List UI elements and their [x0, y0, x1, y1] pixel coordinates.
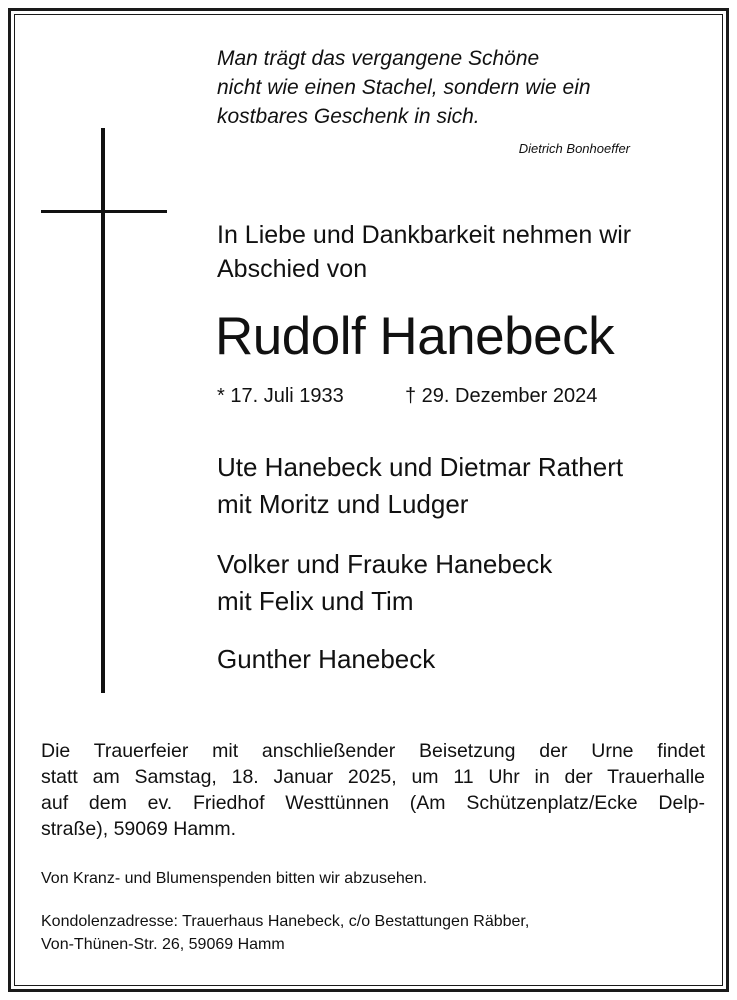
funeral-line: straße), 59069 Hamm.	[41, 818, 237, 840]
intro-line: Abschied von	[217, 255, 368, 283]
quote-author: Dietrich Bonhoeffer	[518, 141, 630, 156]
condolence-address	[41, 910, 705, 956]
funeral-line: auf dem ev. Friedhof Westtünnen (Am Schützenplatz/Ecke Delp-	[41, 792, 705, 814]
mourner-line: Ute Hanebeck und Dietmar Rathert	[217, 452, 624, 482]
mourner-group	[217, 641, 697, 678]
condolence-line: Von-Thünen-Str. 26, 59069 Hamm	[41, 936, 285, 953]
mourner-line: Gunther Hanebeck	[217, 644, 436, 674]
mourner-line: mit Moritz und Ludger	[217, 489, 469, 519]
quote-line: Man trägt das vergangene Schöne	[217, 47, 540, 70]
intro-line: In Liebe und Dankbarkeit nehmen wir	[217, 221, 632, 249]
quote-line: kostbares Geschenk in sich.	[217, 105, 480, 128]
birth-date: * 17. Juli 1933	[217, 385, 344, 407]
quote-line: nicht wie einen Stachel, sondern wie ein	[217, 76, 591, 99]
donation-note: Von Kranz- und Blumenspenden bitten wir abzusehen.	[41, 870, 428, 887]
mourner-group	[217, 449, 697, 523]
life-dates	[217, 383, 697, 409]
cross-icon-crossbar	[41, 210, 167, 213]
mourner-line: mit Felix und Tim	[217, 586, 414, 616]
funeral-line: statt am Samstag, 18. Januar 2025, um 11 Uhr in der Trauerhalle	[41, 766, 705, 788]
mourner-group	[217, 546, 697, 620]
quote	[217, 44, 687, 131]
condolence-line: Kondolenzadresse: Trauerhaus Hanebeck, c/o Bestattungen Räbber,	[41, 913, 530, 930]
funeral-line: Die Trauerfeier mit anschließender Beisetzung der Urne findet	[41, 740, 705, 762]
mourner-line: Volker und Frauke Hanebeck	[217, 549, 553, 579]
funeral-info	[41, 738, 705, 842]
death-date: † 29. Dezember 2024	[405, 385, 598, 407]
deceased-name: Rudolf Hanebeck	[215, 307, 615, 366]
intro-text	[217, 218, 697, 286]
